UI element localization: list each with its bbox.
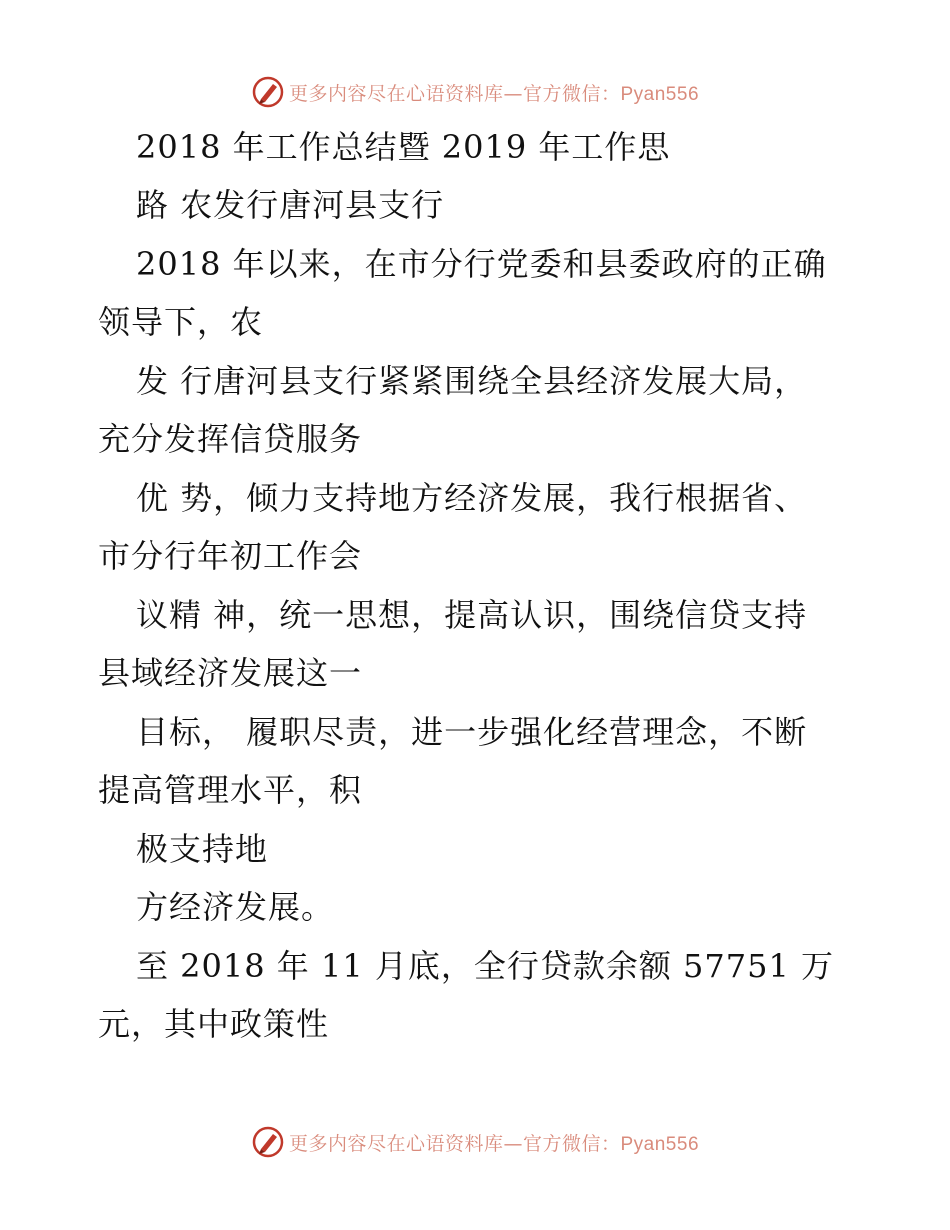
watermark-id: Pyan556 (620, 1133, 700, 1155)
doc-line: 元，其中政策性 (98, 1005, 330, 1043)
doc-line: 县域经济发展这一 (98, 654, 363, 692)
doc-line: 充分发挥信贷服务 (98, 420, 363, 458)
watermark-brand: 更多内容尽在心语资料库 (288, 82, 504, 105)
doc-line: 提高管理水平，积 (98, 771, 363, 809)
watermark-text (289, 79, 699, 106)
doc-line: 2018 年以来，在市分行党委和县委政府的正确 (136, 245, 827, 283)
watermark-text (289, 1129, 699, 1156)
watermark-label: 官方微信： (522, 82, 621, 105)
footer-watermark (0, 1122, 950, 1162)
doc-line: 领导下，农 (98, 303, 264, 341)
doc-line: 至 2018 年 11 月底，全行贷款余额 57751 万 (136, 947, 834, 985)
doc-line: 极支持地 (136, 830, 269, 868)
pen-logo-icon (251, 75, 285, 109)
doc-line: 市分行年初工作会 (98, 537, 363, 575)
doc-line: 方经济发展。 (136, 888, 335, 926)
doc-line: 目标， 履职尽责，进一步强化经营理念，不断 (136, 713, 808, 751)
doc-line: 发 行唐河县支行紧紧围绕全县经济发展大局， (136, 362, 808, 400)
doc-line: 优 势，倾力支持地方经济发展，我行根据省、 (136, 479, 808, 517)
watermark-label: 官方微信： (522, 1132, 621, 1155)
watermark-separator: — (503, 1132, 523, 1155)
header-watermark (0, 72, 950, 112)
watermark-separator: — (503, 82, 523, 105)
doc-line: 议精 神，统一思想，提高认识，围绕信贷支持 (136, 596, 808, 634)
watermark-brand: 更多内容尽在心语资料库 (288, 1132, 504, 1155)
watermark-id: Pyan556 (620, 83, 700, 105)
doc-line: 2018 年工作总结暨 2019 年工作思 (136, 128, 671, 166)
pen-logo-icon (251, 1125, 285, 1159)
doc-line: 路 农发行唐河县支行 (136, 186, 445, 224)
